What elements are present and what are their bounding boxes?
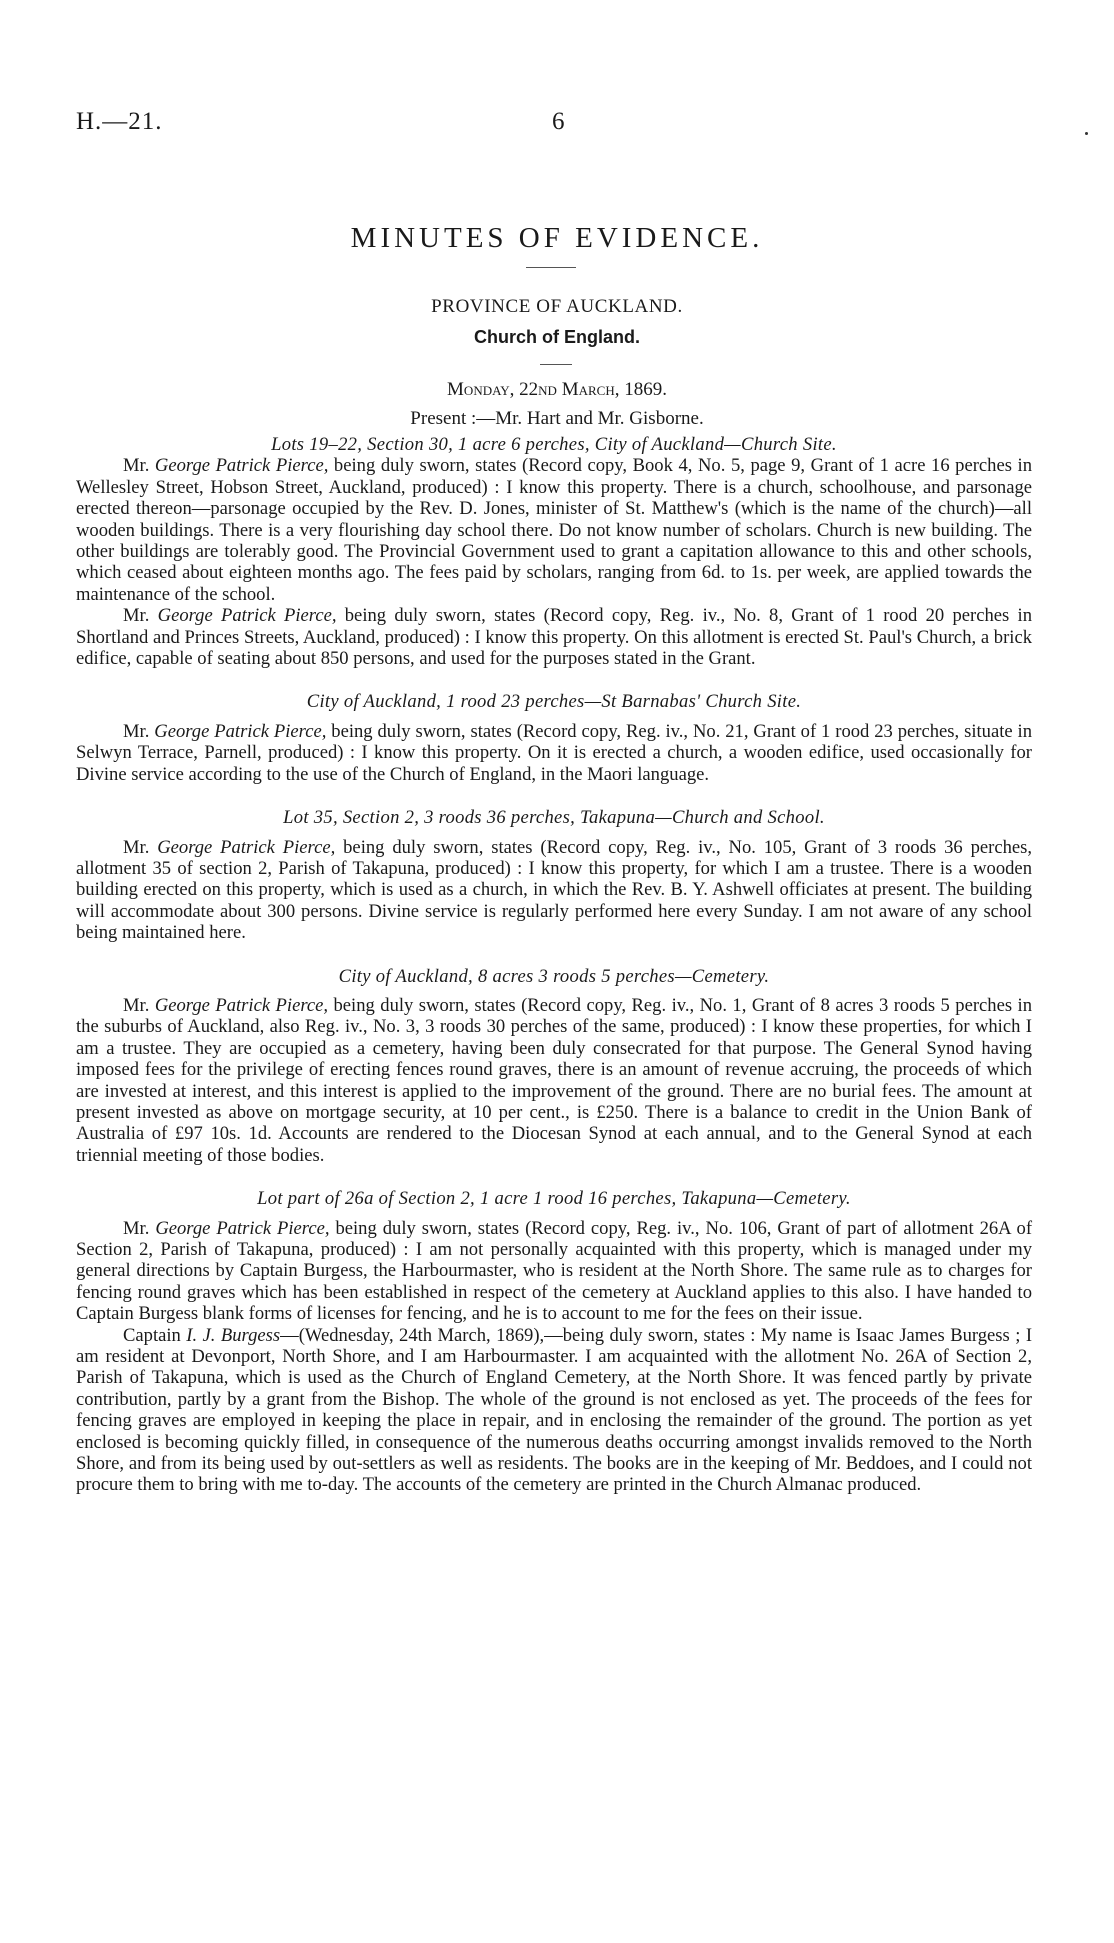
present-line: Present :—Mr. Hart and Mr. Gisborne. — [410, 408, 704, 429]
section-heading: City of Auckland, 8 acres 3 roods 5 perches—Cemetery. — [338, 965, 770, 987]
church-heading: Church of England. — [474, 327, 640, 347]
speaker-title: Mr. — [123, 720, 155, 742]
title-divider — [526, 267, 576, 268]
witness-name: George Patrick Pierce, — [154, 994, 329, 1016]
testimony-text: being duly sworn, states (Record copy, Reg. iv., No. 105, Grant of 3 roods 36 perches, allotment 35 of section 2, Parish of Takapuna, produced) : I know this property, for which I am a trustee. There is a wooden building erected on this property, which is used as a church, in which the Rev. B. Y. Ashwell officiates at present. The building will accommodate about 300 persons. Divine service is regularly performed here every Sunday. I am not aware of any school being maintained here. — [76, 836, 1033, 944]
witness-name: I. J. Burgess — [186, 1324, 281, 1346]
witness-name: George Patrick Pierce, — [154, 455, 329, 477]
witness-name: George Patrick Pierce, — [154, 720, 327, 742]
testimony-text: —(Wednesday, 24th March, 1869),—being duly sworn, states : My name is Isaac James Burgess ; I am resident at Devonport, North Shore, and I am Harbourmaster. I am acquainted with the allotment No. 26A of Section 2, Parish of Takapuna, which is used as the Church of England Cemetery, at the North Shore. It was fenced partly by private contribution, partly by a grant from the Bishop. The whole of the ground is not enclosed as yet. The proceeds of the fees for fencing graves are employed in keeping the place in repair, and in enclosing the remainder of the ground. The portion as yet enclosed is becoming quickly filled, in consequence of the numerous deaths occurring amongst invalids removed to the North Shore, and from its being used by out-settlers as well as residents. The books are in the keeping of Mr. Beddoes, and I could not procure them to bring with me to-day. The accounts of the cemetery are printed in the Church Almanac produced. — [76, 1324, 1033, 1496]
evidence-paragraph — [76, 1218, 1032, 1325]
testimony-text: being duly sworn, states (Record copy, Reg. iv., No. 21, Grant of 1 rood 23 perches, situate in Selwyn Terrace, Parnell, produced) : I know this property. On it is erected a church, a wooden edifice, used occasionally for Divine service according to the use of the Church of England, in the Maori language. — [76, 720, 1033, 785]
speaker-title: Mr. — [123, 994, 155, 1016]
evidence-body — [76, 434, 1032, 1496]
section-heading: Lot 35, Section 2, 3 roods 36 perches, Takapuna—Church and School. — [283, 807, 825, 829]
section-heading: Lots 19–22, Section 30, 1 acre 6 perches, City of Auckland—Church Site. — [271, 434, 837, 455]
evidence-paragraph — [76, 1325, 1032, 1496]
testimony-text: being duly sworn, states (Record copy, Reg. iv., No. 1, Grant of 8 acres 3 roods 5 perches in the suburbs of Auckland, also Reg. iv., No. 3, 3 roods 30 perches of the same, produced) : I know these properties, for which I am a trustee. They are occupied as a cemetery, having been duly consecrated for that purpose. The General Synod having imposed fees for the privilege of erecting fences round graves, there is an amount of revenue accruing, the proceeds of which are invested at interest, and this interest is applied to the improvement of the ground. There are no burial fees. The amount at present invested as above on mortgage security, at 10 per cent., is £250. There is a balance to credit in the Union Bank of Australia of £97 10s. 1d. Accounts are rendered to the Diocesan Synod at each annual, and to the General Synod at each triennial meeting of those bodies. — [76, 994, 1033, 1166]
province-heading: PROVINCE OF AUCKLAND. — [431, 296, 683, 317]
page-number: 6 — [552, 108, 565, 135]
page-title: MINUTES OF EVIDENCE. — [350, 222, 764, 254]
witness-name: George Patrick Pierce, — [157, 836, 336, 858]
speaker-title: Mr. — [123, 836, 158, 858]
section-heading: City of Auckland, 1 rood 23 perches—St Barnabas' Church Site. — [306, 691, 802, 713]
evidence-paragraph — [76, 995, 1032, 1166]
testimony-text: being duly sworn, states (Record copy, Reg. iv., No. 8, Grant of 1 rood 20 perches in Shortland and Princes Streets, Auckland, produced) : I know this property. On this allotment is erected St. Paul's Church, a brick edifice, capable of seating about 850 persons, and used for the purposes stated in the Grant. — [76, 605, 1033, 670]
witness-name: George Patrick Pierce, — [155, 1217, 330, 1239]
testimony-text: being duly sworn, states (Record copy, Reg. iv., No. 106, Grant of part of allotment 26A of Section 2, Parish of Takapuna, produced) : I am not personally acquainted with this property, which is managed under my general directions by Captain Burgess, the Harbourmaster, who is resident at the North Shore. The same rule as to charges for fencing round graves which has been established in respect of the cemetery at Auckland applies to this also. I have handed to Captain Burgess blank forms of licenses for fencing, and he is to account to me for the fees on their issue. — [76, 1217, 1033, 1325]
evidence-paragraph — [76, 721, 1032, 785]
document-reference: H.—21. — [76, 108, 163, 135]
evidence-paragraph — [76, 605, 1032, 669]
evidence-paragraph — [76, 837, 1032, 944]
speaker-title: Mr. — [123, 455, 155, 477]
witness-name: George Patrick Pierce, — [157, 605, 337, 627]
speaker-title: Captain — [123, 1324, 187, 1346]
testimony-text: being duly sworn, states (Record copy, Book 4, No. 5, page 9, Grant of 1 acre 16 perches in Wellesley Street, Hobson Street, Auckland, produced) : I know this property. There is a church, schoolhouse, and parsonage erected thereon—parsonage occupied by the Rev. D. Jones, minister of St. Matthew's (which is the name of the church)—all wooden buildings. There is a very flourishing day school there. Do not know number of scholars. Church is new building. The other buildings are tolerably good. The Provincial Government used to grant a capitation allowance to this and other schools, which ceased about eighteen months ago. The fees paid by scholars, ranging from 6d. to 1s. per week, are applied towards the maintenance of the school. — [76, 455, 1032, 605]
session-date: Monday, 22nd March, 1869. — [447, 379, 667, 400]
church-divider — [540, 364, 572, 365]
print-speck — [1085, 132, 1088, 135]
section-heading: Lot part of 26a of Section 2, 1 acre 1 rood 16 perches, Takapuna—Cemetery. — [257, 1188, 851, 1210]
speaker-title: Mr. — [123, 605, 158, 627]
evidence-paragraph — [76, 455, 1032, 605]
speaker-title: Mr. — [123, 1217, 156, 1239]
